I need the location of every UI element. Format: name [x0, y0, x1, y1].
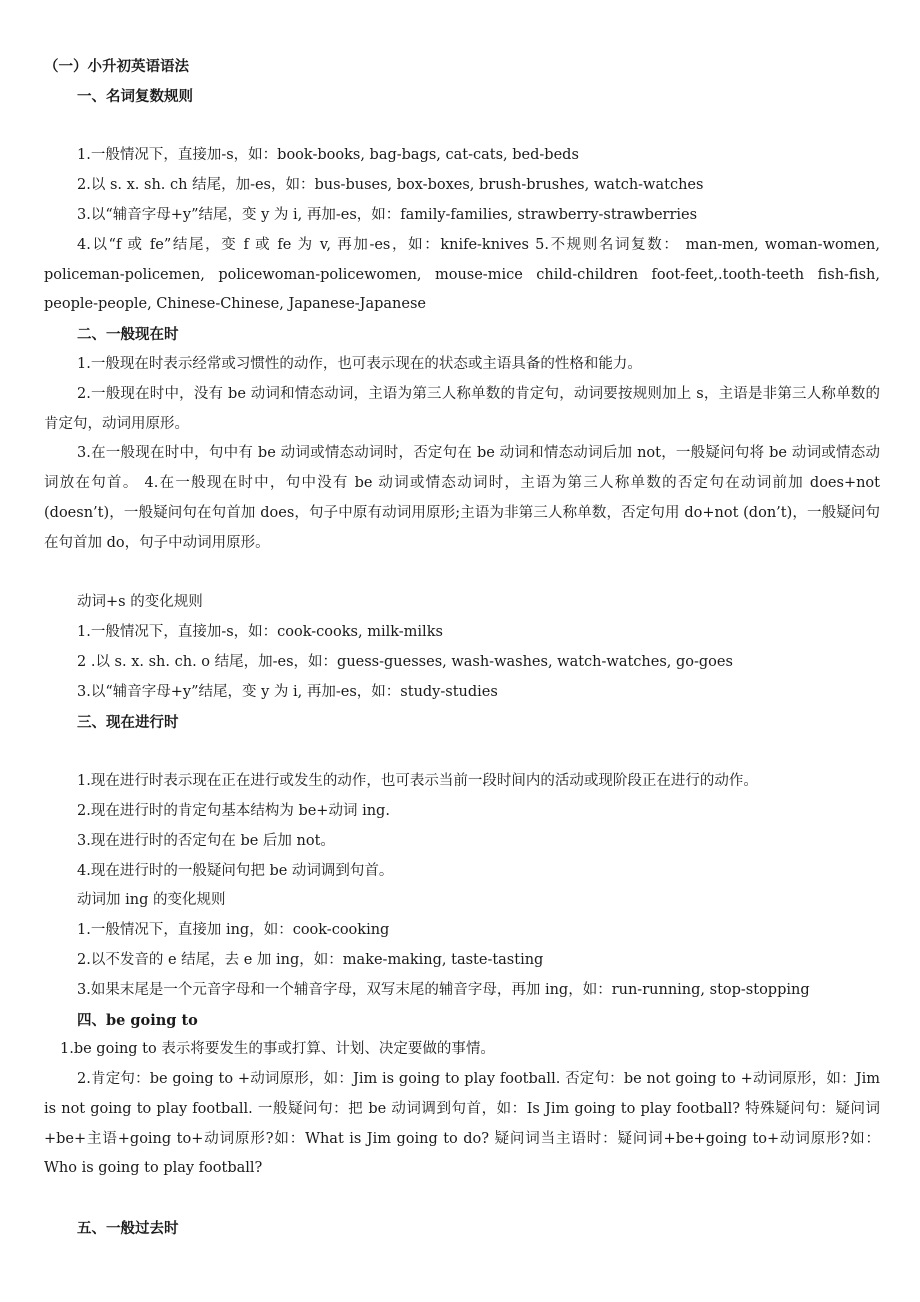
plural-rule-4-5: 4.以“f 或 fe”结尾，变 f 或 fe 为 v, 再加-es，如：knife-knives 5.不规则名词复数： man-men, woman-women, policeman-policemen, policewoman-policewomen, mouse-mice child-children foot-feet,.tooth-teeth fish-fish, people-people, Chinese-Chinese, Japanese-Japanese: [44, 236, 880, 313]
verb-s-rule-2: 2 .以 s. x. sh. ch. o 结尾，加-es，如：guess-guesses, wash-washes, watch-watches, go-goes: [77, 653, 733, 670]
verb-ing-rule-2: 2.以不发音的 e 结尾，去 e 加 ing，如：make-making, taste-tasting: [77, 951, 544, 968]
section-heading-present-continuous: 三、现在进行时: [77, 713, 179, 731]
simple-present-point-1: 1.一般现在时表示经常或习惯性的动作，也可表示现在的状态或主语具备的性格和能力。: [77, 355, 642, 372]
section-heading-noun-plural: 一、名词复数规则: [77, 87, 193, 105]
present-continuous-point-1: 1.现在进行时表示现在正在进行或发生的动作，也可表示当前一段时间内的活动或现阶段正在进行的动作。: [77, 773, 758, 790]
spacer: [44, 737, 880, 767]
verb-ing-rule-3: 3.如果末尾是一个元音字母和一个辅音字母，双写末尾的辅音字母，再加 ing，如：run-running, stop-stopping: [77, 981, 810, 998]
be-going-to-point-2: 2.肯定句：be going to +动词原形，如：Jim is going to play football. 否定句：be not going to +动词原形，如：Jim is not going to play football. 一般疑问句：把 be 动词调到句首，如：Is Jim going to play football? 特殊疑问句：疑问词+be+主语+going to+动词原形?如：What is Jim going to do? 疑问词当主语时：疑问词+be+going to+动词原形?如：Who is going to play football?: [44, 1071, 880, 1177]
present-continuous-point-3: 3.现在进行时的否定句在 be 后加 not。: [77, 832, 335, 849]
plural-rule-2: 2.以 s. x. sh. ch 结尾，加-es，如：bus-buses, box-boxes, brush-brushes, watch-watches: [77, 177, 704, 194]
section-heading-simple-present: 二、一般现在时: [77, 326, 179, 344]
be-going-to-point-1: 1.be going to 表示将要发生的事或打算、计划、决定要做的事情。: [60, 1041, 495, 1058]
spacer: [44, 559, 880, 589]
present-continuous-point-2: 2.现在进行时的肯定句基本结构为 be+动词 ing.: [77, 802, 390, 819]
plural-rule-3: 3.以“辅音字母+y”结尾，变 y 为 i, 再加-es，如：family-families, strawberry-strawberries: [77, 206, 698, 223]
simple-present-point-3-4: 3.在一般现在时中，句中有 be 动词或情态动词时，否定句在 be 动词和情态动词后加 not，一般疑问句将 be 动词或情态动词放在句首。 4.在一般现在时中，句中没有 be 动词或情态动词时，主语为第三人称单数的否定句在动词前加 does+not (doesn’t)，一般疑问句在句首加 does，句子中原有动词用原形;主语为非第三人称单数，否定句用 do+not (don’t)，一般疑问句在句首加 do，句子中动词用原形。: [44, 445, 880, 551]
verb-ing-rules-heading: 动词加 ing 的变化规则: [77, 892, 226, 909]
spacer: [44, 1184, 880, 1214]
simple-present-point-2: 2.一般现在时中，没有 be 动词和情态动词，主语为第三人称单数的肯定句，动词要按规则加上 s，主语是非第三人称单数的肯定句，动词用原形。: [44, 385, 880, 432]
present-continuous-point-4: 4.现在进行时的一般疑问句把 be 动词调到句首。: [77, 862, 394, 879]
verb-s-rule-1: 1.一般情况下，直接加-s，如：cook-cooks, milk-milks: [77, 624, 443, 641]
section-heading-simple-past: 五、一般过去时: [77, 1220, 179, 1238]
verb-s-rule-3: 3.以“辅音字母+y”结尾，变 y 为 i, 再加-es，如：study-studies: [77, 683, 498, 700]
spacer: [44, 112, 880, 142]
verb-ing-rule-1: 1.一般情况下，直接加 ing，如：cook-cooking: [77, 922, 390, 939]
plural-rule-1: 1.一般情况下，直接加-s，如：book-books, bag-bags, cat-cats, bed-beds: [77, 147, 579, 164]
document-title: （一）小升初英语语法: [44, 58, 189, 75]
verb-s-rules-heading: 动词+s 的变化规则: [77, 594, 203, 611]
section-heading-be-going-to: 四、be going to: [77, 1011, 198, 1029]
